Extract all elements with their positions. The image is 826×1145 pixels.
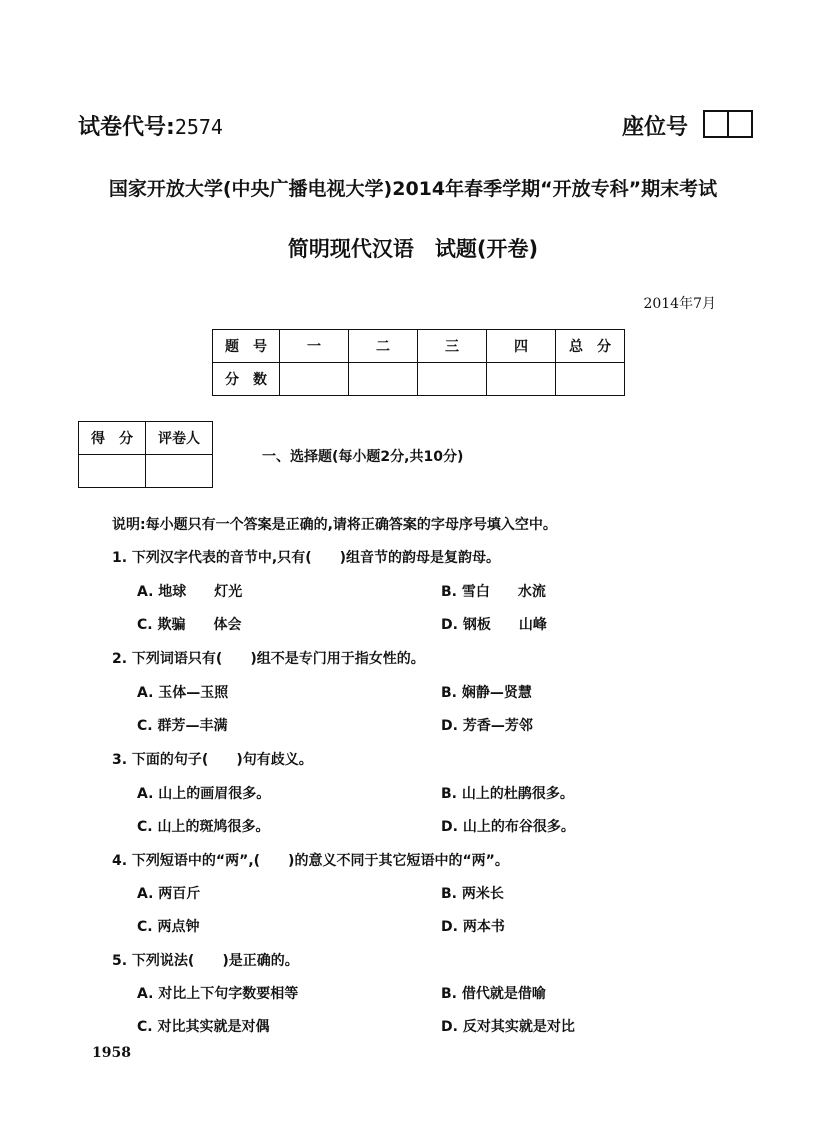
option-b[interactable]: B. 雪白 水流 [441, 584, 546, 600]
option-c[interactable]: C. 山上的斑鸠很多。 [137, 819, 270, 835]
score-table-header-row [213, 330, 625, 363]
seat-number-box-2[interactable] [727, 110, 753, 138]
question-stem: 2. 下列词语只有( )组不是专门用于指女性的。 [112, 651, 425, 667]
grader-table-header-row [79, 422, 213, 455]
score-table-col-3: 三 [418, 330, 487, 363]
score-table-col-4: 四 [487, 330, 556, 363]
score-cell[interactable] [349, 363, 418, 396]
question-stem: 1. 下列汉字代表的音节中,只有( )组音节的韵母是复韵母。 [112, 550, 501, 566]
question-stem: 3. 下面的句子( )句有歧义。 [112, 752, 313, 768]
option-c[interactable]: C. 群芳—丰满 [137, 718, 228, 734]
exam-code-value: 2574 [174, 115, 223, 139]
section-title: 一、选择题(每小题2分,共10分) [262, 449, 464, 465]
score-table [212, 329, 625, 396]
exam-code-label: 试卷代号: [78, 115, 175, 140]
option-b[interactable]: B. 山上的杜鹃很多。 [441, 786, 574, 802]
option-a[interactable]: A. 两百斤 [137, 886, 201, 902]
option-c[interactable]: C. 对比其实就是对偶 [137, 1019, 270, 1035]
option-b[interactable]: B. 借代就是借喻 [441, 986, 546, 1002]
score-table-col-2: 二 [349, 330, 418, 363]
score-table-col-total: 总 分 [556, 330, 625, 363]
grader-name-label: 评卷人 [146, 422, 213, 455]
score-cell[interactable] [418, 363, 487, 396]
exam-code [78, 110, 223, 141]
question-stem: 4. 下列短语中的“两”,( )的意义不同于其它短语中的“两”。 [112, 853, 509, 869]
score-cell[interactable] [487, 363, 556, 396]
option-c[interactable]: C. 欺骗 体会 [137, 617, 242, 633]
option-b[interactable]: B. 娴静—贤慧 [441, 685, 532, 701]
score-table-row-label: 分 数 [213, 363, 280, 396]
option-d[interactable]: D. 两本书 [441, 919, 505, 935]
option-a[interactable]: A. 山上的画眉很多。 [137, 786, 271, 802]
option-d[interactable]: D. 芳香—芳邻 [441, 718, 533, 734]
seat-number-box-1[interactable] [703, 110, 729, 138]
option-c[interactable]: C. 两点钟 [137, 919, 200, 935]
option-a[interactable]: A. 对比上下句字数要相等 [137, 986, 299, 1002]
option-a[interactable]: A. 玉体—玉照 [137, 685, 229, 701]
score-cell[interactable] [556, 363, 625, 396]
exam-title: 国家开放大学(中央广播电视大学)2014年春季学期“开放专科”期末考试 [108, 178, 718, 200]
exam-date: 2014年7月 [643, 296, 716, 312]
grader-score-cell[interactable] [79, 455, 146, 488]
instructions-note: 说明:每小题只有一个答案是正确的,请将正确答案的字母序号填入空中。 [112, 517, 557, 533]
seat-number-label: 座位号 [622, 115, 689, 140]
option-d[interactable]: D. 钢板 山峰 [441, 617, 547, 633]
question-stem: 5. 下列说法( )是正确的。 [112, 953, 299, 969]
score-table-row-label: 题 号 [213, 330, 280, 363]
score-table-col-1: 一 [280, 330, 349, 363]
course-title: 简明现代汉语 试题(开卷) [287, 237, 539, 261]
grader-table [78, 421, 213, 488]
option-a[interactable]: A. 地球 灯光 [137, 584, 243, 600]
grader-score-label: 得 分 [79, 422, 146, 455]
grader-name-cell[interactable] [146, 455, 213, 488]
score-cell[interactable] [280, 363, 349, 396]
score-table-score-row [213, 363, 625, 396]
option-d[interactable]: D. 反对其实就是对比 [441, 1019, 575, 1035]
option-b[interactable]: B. 两米长 [441, 886, 504, 902]
option-d[interactable]: D. 山上的布谷很多。 [441, 819, 575, 835]
page-number: 1958 [92, 1045, 131, 1061]
grader-table-entry-row [79, 455, 213, 488]
